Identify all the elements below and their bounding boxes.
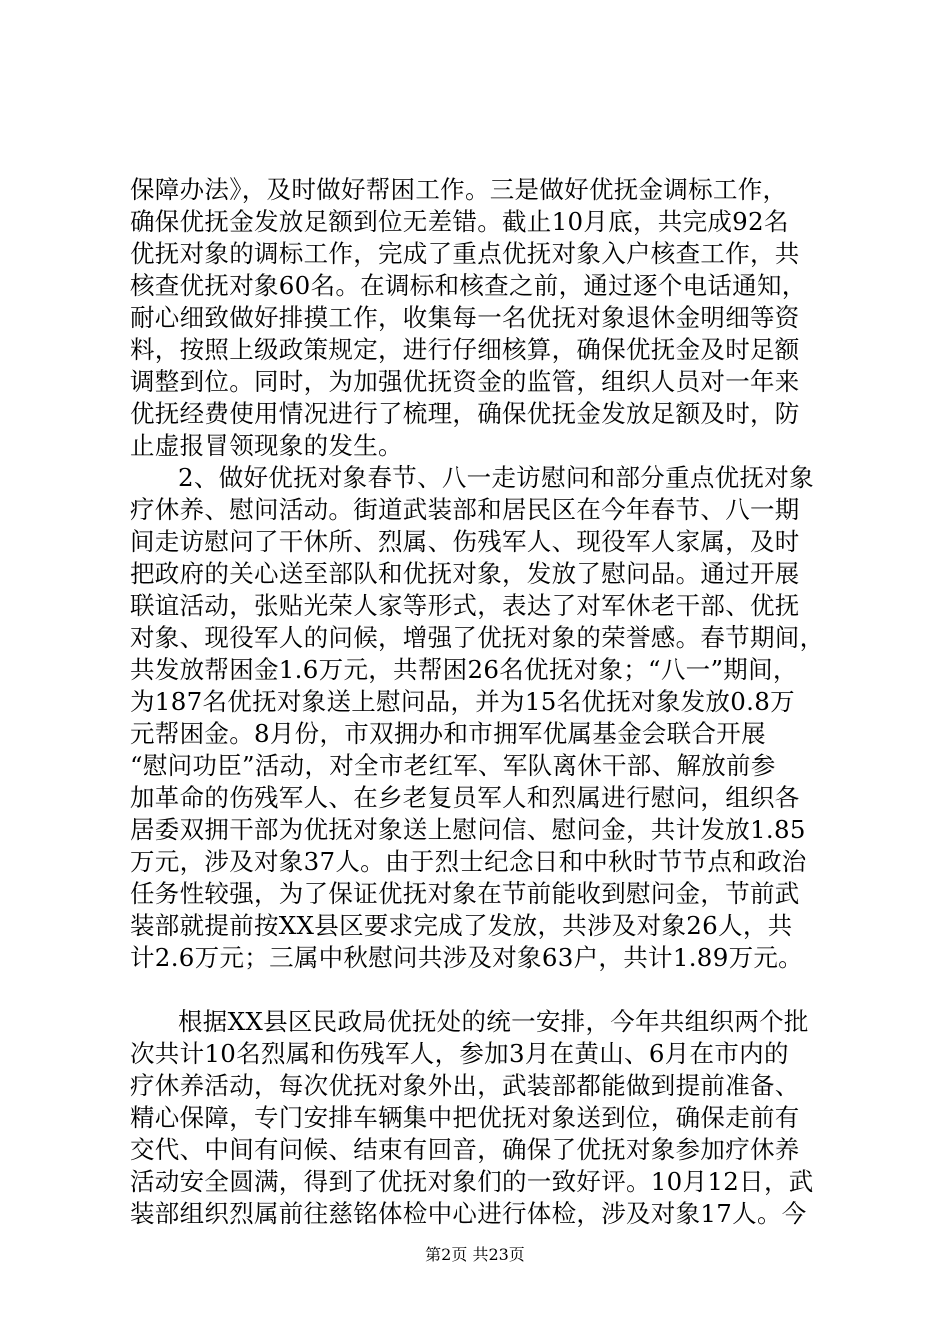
text-line: 元帮困金。8月份，市双拥办和市拥军优属基金会联合开展 — [130, 719, 766, 748]
text-line: 为187名优抚对象送上慰问品，并为15名优抚对象发放0.8万 — [130, 687, 795, 716]
page-number-footer: 第2页 共23页 — [425, 1245, 525, 1264]
text-line: 优抚经费使用情况进行了梳理，确保优抚金发放足额及时，防 — [130, 399, 800, 428]
text-line: 耐心细致做好排摸工作，收集每一名优抚对象退休金明细等资 — [130, 303, 800, 332]
text-line: 料，按照上级政策规定，进行仔细核算，确保优抚金及时足额 — [130, 335, 800, 364]
text-line: 把政府的关心送至部队和优抚对象，发放了慰问品。通过开展 — [130, 559, 800, 588]
text-line: 装部就提前按XX县区要求完成了发放，共涉及对象26人，共 — [130, 911, 793, 940]
text-line: 任务性较强，为了保证优抚对象在节前能收到慰问金，节前武 — [130, 879, 800, 908]
text-line: 调整到位。同时，为加强优抚资金的监管，组织人员对一年来 — [130, 367, 800, 396]
paragraph-start-line: 根据XX县区民政局优抚处的统一安排，今年共组织两个批 — [178, 1007, 809, 1036]
text-line: 保障办法》，及时做好帮困工作。三是做好优抚金调标工作， — [130, 175, 788, 204]
text-line: 活动安全圆满，得到了优抚对象们的一致好评。10月12日，武 — [130, 1167, 814, 1196]
paragraph-start-line: 2、做好优抚对象春节、八一走访慰问和部分重点优抚对象 — [178, 463, 814, 492]
text-line: 交代、中间有问候、结束有回音，确保了优抚对象参加疗休养 — [130, 1135, 800, 1164]
text-line: 核查优抚对象60名。在调标和核查之前，通过逐个电话通知， — [130, 271, 807, 300]
text-line: 确保优抚金发放足额到位无差错。截止10月底，共完成92名 — [130, 207, 789, 236]
text-line: 疗休养活动，每次优抚对象外出，武装部都能做到提前准备、 — [130, 1071, 800, 1100]
text-line: 次共计10名烈属和伤残军人，参加3月在黄山、6月在市内的 — [130, 1039, 789, 1068]
text-line: “慰问功臣”活动，对全市老红军、军队离休干部、解放前参 — [130, 751, 776, 780]
text-line: 加革命的伤残军人、在乡老复员军人和烈属进行慰问，组织各 — [130, 783, 800, 812]
text-line: 计2.6万元；三属中秋慰问共涉及对象63户，共计1.89万元。 — [130, 943, 803, 972]
text-line: 居委双拥干部为优抚对象送上慰问信、慰问金，共计发放1.85 — [130, 815, 806, 844]
text-line: 万元，涉及对象37人。由于烈士纪念日和中秋时节节点和政治 — [130, 847, 807, 876]
text-line: 止虚报冒领现象的发生。 — [130, 431, 403, 460]
text-line: 共发放帮困金1.6万元，共帮困26名优抚对象；“八一”期间， — [130, 655, 798, 684]
text-line: 精心保障，专门安排车辆集中把优抚对象送到位，确保走前有 — [130, 1103, 800, 1132]
text-line: 疗休养、慰问活动。街道武装部和居民区在今年春节、八一期 — [130, 495, 800, 524]
text-line: 装部组织烈属前往慈铭体检中心进行体检，涉及对象17人。今 — [130, 1199, 807, 1228]
text-line: 优抚对象的调标工作，完成了重点优抚对象入户核查工作，共 — [130, 239, 800, 268]
text-line: 对象、现役军人的问候，增强了优抚对象的荣誉感。春节期间， — [130, 623, 825, 652]
text-line: 联谊活动，张贴光荣人家等形式，表达了对军休老干部、优抚 — [130, 591, 800, 620]
text-line: 间走访慰问了干休所、烈属、伤残军人、现役军人家属，及时 — [130, 527, 800, 556]
